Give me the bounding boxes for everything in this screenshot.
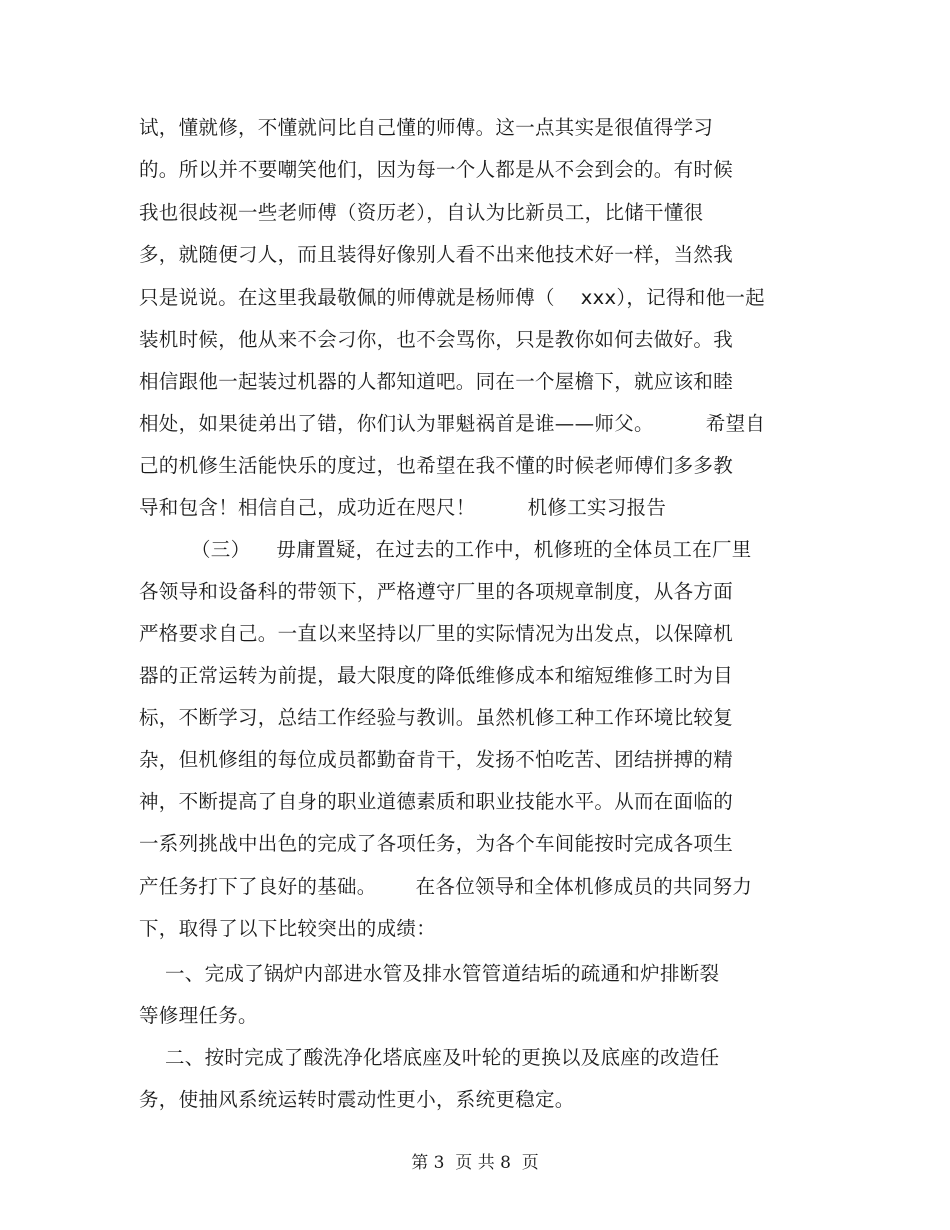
text-line: 装机时候，他从来不会刁你，也不会骂你，只是教你如何去做好。我 [139, 328, 734, 351]
text-line: 标，不断学习，总结工作经验与教训。虽然机修工种工作环境比较复 [139, 706, 734, 729]
text-line: 器的正常运转为前提，最大限度的降低维修成本和缩短维修工时为目 [139, 664, 734, 687]
text-line: 一系列挑战中出色的完成了各项任务，为各个车间能按时完成各项生 [139, 832, 734, 855]
text-line: 等修理任务。 [139, 1004, 258, 1027]
text-line: 己的机修生活能快乐的度过，也希望在我不懂的时候老师傅们多多教 [139, 454, 734, 477]
text-line: 试，懂就修，不懂就问比自己懂的师傅。这一点其实是很值得学习 [139, 116, 714, 139]
text-line: 多，就随便刁人，而且装得好像别人看不出来他技术好一样，当然我 [139, 243, 734, 266]
text-line: 相处，如果徒弟出了错，你们认为罪魁祸首是谁——师父。 希望自 [139, 412, 766, 435]
text-line: 导和包含！相信自己，成功近在咫尺！ 机修工实习报告 [139, 496, 667, 519]
text-line: 相信跟他一起装过机器的人都知道吧。同在一个屋檐下，就应该和睦 [139, 370, 734, 393]
text-line: 下，取得了以下比较突出的成绩： [139, 917, 437, 940]
text-line: 只是说说。在这里我最敬佩的师傅就是杨师傅（ xxx），记得和他一起 [139, 286, 765, 309]
list-item-line: 一、完成了锅炉内部进水管及排水管管道结垢的疏通和炉排断裂 [139, 962, 720, 985]
text-line: 的。所以并不要嘲笑他们，因为每一个人都是从不会到会的。有时候 [139, 158, 734, 181]
text-line: 神，不断提高了自身的职业道德素质和职业技能水平。从而在面临的 [139, 790, 734, 813]
page-number-footer: 第 3 页 共 8 页 [411, 1153, 539, 1173]
text-line: 杂，但机修组的每位成员都勤奋肯干，发扬不怕吃苦、团结拼搏的精 [139, 748, 734, 771]
text-line: 各领导和设备科的带领下，严格遵守厂里的各项规章制度，从各方面 [139, 580, 734, 603]
section-heading-line: （三） 毋庸置疑，在过去的工作中，机修班的全体员工在厂里 [139, 538, 752, 561]
text-line: 我也很歧视一些老师傅（资历老），自认为比新员工，比储干懂很 [139, 201, 704, 224]
list-item-line: 二、按时完成了酸洗净化塔底座及叶轮的更换以及底座的改造任 [139, 1046, 720, 1069]
text-line: 产任务打下了良好的基础。 在各位领导和全体机修成员的共同努力 [139, 875, 753, 898]
text-line: 严格要求自己。一直以来坚持以厂里的实际情况为出发点，以保障机 [139, 622, 734, 645]
text-line: 务，使抽风系统运转时震动性更小，系统更稳定。 [139, 1088, 575, 1111]
